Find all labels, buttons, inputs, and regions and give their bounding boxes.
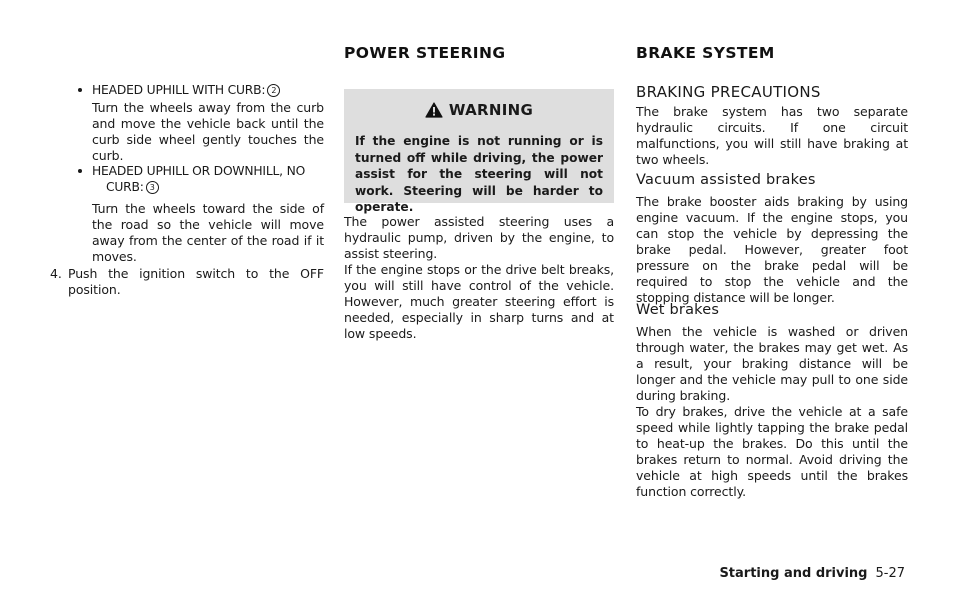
warning-text: If the engine is not running or is turned off while driving, the power assist for the steering will not work. Steering will be harder to operate. [355,134,603,214]
heading-brake-system: BRAKE SYSTEM [636,44,775,62]
heading-power-steering: POWER STEERING [344,44,506,62]
subheading-vacuum-brakes: Vacuum assisted brakes [636,172,816,188]
vacuum-brakes-para: The brake booster aids braking by using engine vacuum. If the engine stops, you can stop the vehicle by depressing the brake pedal. However, greater foot pressure on the brake pedal will be required to stop the vehicle and the stopping distance will be longer. [636,194,908,305]
power-steering-para-2: If the engine stops or the drive belt breaks, you will still have control of the vehicle. However, much greater steering effort is needed, especially in sharp turns and at low speeds. [344,262,614,341]
warning-title-text: WARNING [448,101,534,119]
bullet-uphill-curb [78,82,324,98]
bullet-dot-icon [78,169,82,173]
subheading-wet-brakes: Wet brakes [636,302,720,318]
bullet-no-curb-line2: CURB: [106,180,144,194]
bullet-uphill-curb-label: HEADED UPHILL WITH CURB: [92,83,266,97]
step-ignition-off: Push the ignition switch to the OFF position. [68,266,324,297]
wet-brakes-para-2: To dry brakes, drive the vehicle at a safe speed while lightly tapping the brake pedal to heat-up the brakes. Do this until the brakes return to normal. Avoid driving the vehicle at high speeds until the brakes function correctly. [636,404,908,499]
subheading-braking-precautions: BRAKING PRECAUTIONS [636,83,821,101]
page-footer [0,566,905,581]
bullet-no-curb-body: Turn the wheels toward the side of the road so the vehicle will move away from the center of the road if it moves. [92,201,324,264]
footer-section-name: Starting and driving [719,566,868,581]
bullet-dot-icon [78,88,82,92]
step-number: 4. [50,266,62,281]
wet-brakes-para-1: When the vehicle is washed or driven through water, the brakes may get wet. As a result, your braking distance will be longer and the vehicle may pull to one side during braking. [636,324,908,403]
footer-page-number: 5-27 [875,566,905,581]
circled-number-icon: 3 [146,181,159,194]
bullet-no-curb-line1: HEADED UPHILL OR DOWNHILL, NO [92,164,306,178]
warning-title [344,101,614,119]
power-steering-para-1: The power assisted steering uses a hydraulic pump, driven by the engine, to assist steering. [344,214,614,261]
bullet-uphill-curb-body: Turn the wheels away from the curb and move the vehicle back until the curb side wheel gently touches the curb. [92,100,324,163]
warning-box [344,89,614,214]
warning-triangle-icon [425,102,443,118]
braking-precautions-para: The brake system has two separate hydraulic circuits. If one circuit malfunctions, you will still have braking at two wheels. [636,104,908,167]
bullet-no-curb [78,163,324,195]
circled-number-icon: 2 [267,84,280,97]
